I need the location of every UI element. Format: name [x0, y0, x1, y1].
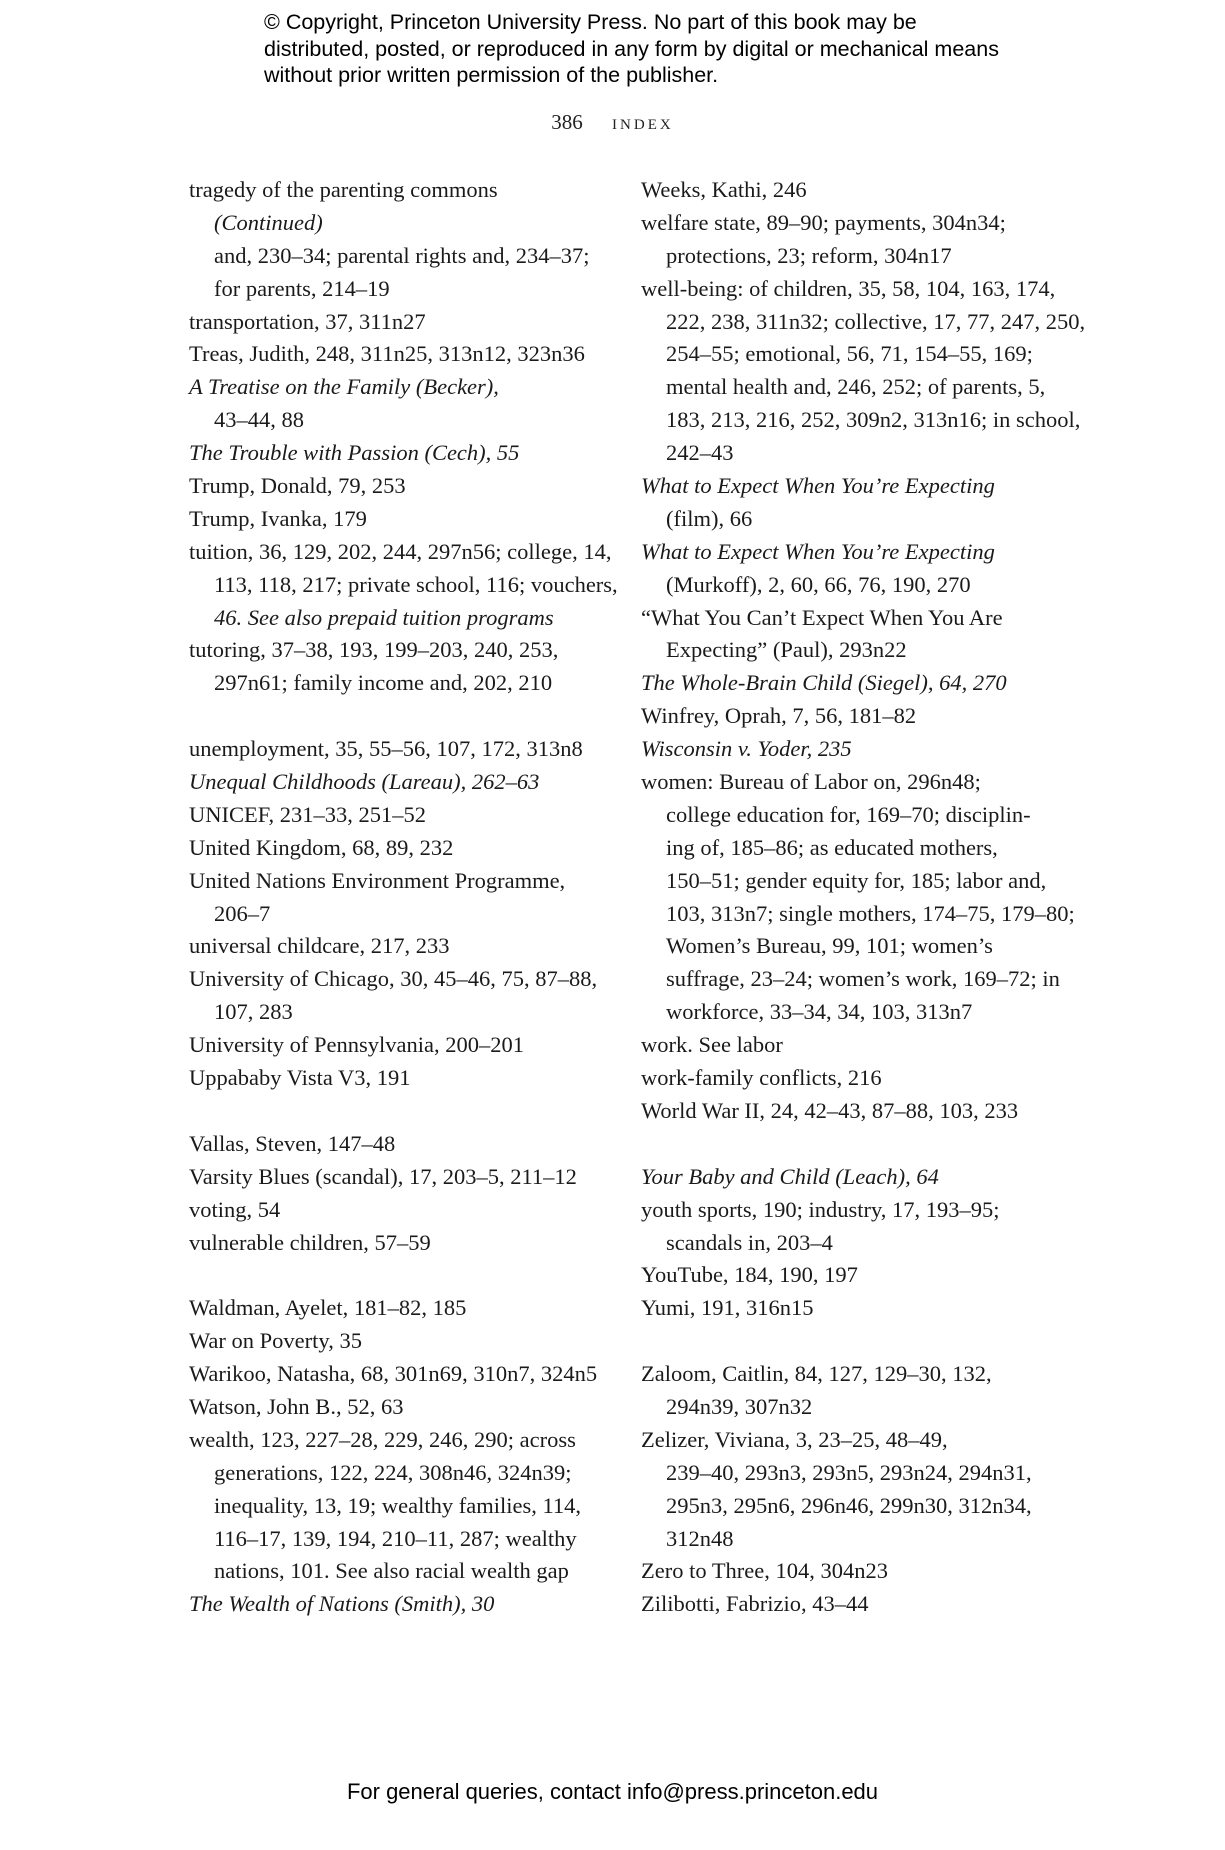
- index-entry: War on Poverty, 35: [189, 1328, 362, 1354]
- index-entry-continuation: 113, 118, 217; private school, 116; vouchers,: [214, 571, 618, 597]
- index-entry: welfare state, 89–90; payments, 304n34;: [641, 209, 1006, 235]
- index-entry-continuation: 242–43: [666, 440, 734, 466]
- index-entry: World War II, 24, 42–43, 87–88, 103, 233: [641, 1097, 1019, 1123]
- letter-group-gap: [641, 1128, 1061, 1161]
- index-entry: Zero to Three, 104, 304n23: [641, 1558, 889, 1584]
- index-entry-continuation: (Continued): [214, 209, 323, 235]
- index-entry: Zaloom, Caitlin, 84, 127, 129–30, 132,: [641, 1361, 992, 1387]
- page-number: 386: [551, 110, 583, 134]
- index-entry: voting, 54: [189, 1196, 281, 1222]
- letter-group-gap: [189, 1259, 619, 1292]
- index-entry: work. See labor: [641, 1032, 783, 1058]
- index-entry: universal childcare, 217, 233: [189, 933, 450, 959]
- index-entry-continuation: 239–40, 293n3, 293n5, 293n24, 294n31,: [666, 1459, 1032, 1485]
- index-entry: What to Expect When You’re Expecting: [641, 538, 995, 564]
- index-entry: YouTube, 184, 190, 197: [641, 1262, 858, 1288]
- index-entry-continuation: for parents, 214–19: [214, 275, 390, 301]
- index-entry: tuition, 36, 129, 202, 244, 297n56; college, 14,: [189, 538, 612, 564]
- index-entry: University of Chicago, 30, 45–46, 75, 87–88,: [189, 966, 598, 992]
- index-entry-continuation: 46. See also prepaid tuition programs: [214, 604, 554, 630]
- index-entry-continuation: 297n61; family income and, 202, 210: [214, 670, 553, 696]
- copyright-notice: © Copyright, Princeton University Press. No part of this book may be distributed, posted, or reproduced in any form by digital or mechanical means without prior written permission of the publisher.: [264, 10, 999, 87]
- index-entry-continuation: ing of, 185–86; as educated mothers,: [666, 834, 998, 860]
- index-entry: Waldman, Ayelet, 181–82, 185: [189, 1295, 467, 1321]
- section-title: index: [612, 110, 674, 134]
- index-entry: Treas, Judith, 248, 311n25, 313n12, 323n36: [189, 341, 585, 367]
- index-entry-continuation: 103, 313n7; single mothers, 174–75, 179–80;: [666, 900, 1075, 926]
- index-entry-continuation: college education for, 169–70; disciplin-: [666, 801, 1031, 827]
- index-entry: Varsity Blues (scandal), 17, 203–5, 211–12: [189, 1163, 577, 1189]
- index-entry: Zelizer, Viviana, 3, 23–25, 48–49,: [641, 1426, 948, 1452]
- index-entry-continuation: 183, 213, 216, 252, 309n2, 313n16; in school,: [666, 407, 1081, 433]
- index-entry: Watson, John B., 52, 63: [189, 1393, 404, 1419]
- index-entry: University of Pennsylvania, 200–201: [189, 1032, 524, 1058]
- index-entry: Zilibotti, Fabrizio, 43–44: [641, 1591, 869, 1617]
- index-entry: What to Expect When You’re Expecting: [641, 473, 995, 499]
- contact-footer: For general queries, contact info@press.princeton.edu: [346, 1779, 879, 1804]
- index-entry: wealth, 123, 227–28, 229, 246, 290; across: [189, 1426, 576, 1452]
- index-entry-continuation: Expecting” (Paul), 293n22: [666, 637, 907, 663]
- index-entry: tragedy of the parenting commons: [189, 177, 498, 202]
- index-entry-continuation: scandals in, 203–4: [666, 1229, 833, 1255]
- index-entry: United Kingdom, 68, 89, 232: [189, 834, 454, 860]
- index-entry: Winfrey, Oprah, 7, 56, 181–82: [641, 703, 917, 729]
- index-entry: Trump, Ivanka, 179: [189, 505, 367, 531]
- index-entry-continuation: 294n39, 307n32: [666, 1393, 813, 1419]
- index-entry-continuation: 206–7: [214, 900, 271, 926]
- index-entry: tutoring, 37–38, 193, 199–203, 240, 253,: [189, 637, 559, 663]
- index-entry: transportation, 37, 311n27: [189, 308, 426, 334]
- running-head: [0, 110, 1225, 135]
- index-entry: A Treatise on the Family (Becker),: [189, 374, 499, 400]
- index-entry: The Trouble with Passion (Cech), 55: [189, 440, 520, 466]
- index-entry: United Nations Environment Programme,: [189, 867, 566, 893]
- index-entry: UNICEF, 231–33, 251–52: [189, 801, 426, 827]
- index-entry-continuation: 222, 238, 311n32; collective, 17, 77, 247, 250,: [666, 308, 1086, 334]
- index-entry: Wisconsin v. Yoder, 235: [641, 736, 852, 762]
- index-entry: Vallas, Steven, 147–48: [189, 1130, 396, 1156]
- index-entry-continuation: generations, 122, 224, 308n46, 324n39;: [214, 1459, 572, 1485]
- index-entry: youth sports, 190; industry, 17, 193–95;: [641, 1196, 1000, 1222]
- index-entry-continuation: (Murkoff), 2, 60, 66, 76, 190, 270: [666, 571, 971, 597]
- index-entry-continuation: nations, 101. See also racial wealth gap: [214, 1558, 569, 1584]
- index-entry-continuation: 295n3, 295n6, 296n46, 299n30, 312n34,: [666, 1492, 1032, 1518]
- index-entry-continuation: 116–17, 139, 194, 210–11, 287; wealthy: [214, 1525, 577, 1551]
- index-entry-continuation: 150–51; gender equity for, 185; labor and,: [666, 867, 1047, 893]
- index-entry-continuation: 312n48: [666, 1525, 734, 1551]
- index-entry: Your Baby and Child (Leach), 64: [641, 1163, 939, 1189]
- index-entry: Unequal Childhoods (Lareau), 262–63: [189, 769, 540, 795]
- index-entry: “What You Can’t Expect When You Are: [641, 604, 1003, 630]
- letter-group-gap: [189, 700, 619, 733]
- index-entry-continuation: inequality, 13, 19; wealthy families, 114,: [214, 1492, 582, 1518]
- index-entry-continuation: and, 230–34; parental rights and, 234–37;: [214, 242, 590, 268]
- index-entry: Yumi, 191, 316n15: [641, 1295, 814, 1321]
- letter-group-gap: [189, 1095, 619, 1128]
- index-entry: Weeks, Kathi, 246: [641, 177, 807, 202]
- index-entry-continuation: mental health and, 246, 252; of parents, 5,: [666, 374, 1046, 400]
- index-entry: The Wealth of Nations (Smith), 30: [189, 1591, 495, 1617]
- index-entry: unemployment, 35, 55–56, 107, 172, 313n8: [189, 736, 583, 762]
- index-entry-continuation: 43–44, 88: [214, 407, 304, 433]
- index-entry-continuation: Women’s Bureau, 99, 101; women’s: [666, 933, 993, 959]
- index-column-left: [189, 174, 619, 1621]
- index-entry: vulnerable children, 57–59: [189, 1229, 431, 1255]
- index-entry-continuation: 107, 283: [214, 999, 293, 1025]
- index-entry: Trump, Donald, 79, 253: [189, 473, 406, 499]
- index-entry-continuation: suffrage, 23–24; women’s work, 169–72; in: [666, 966, 1060, 992]
- index-entry: well-being: of children, 35, 58, 104, 163, 174,: [641, 275, 1056, 301]
- index-entry-continuation: 254–55; emotional, 56, 71, 154–55, 169;: [666, 341, 1033, 367]
- index-entry: Warikoo, Natasha, 68, 301n69, 310n7, 324n5: [189, 1361, 598, 1387]
- index-entry: Uppababy Vista V3, 191: [189, 1065, 411, 1091]
- index-entry-continuation: workforce, 33–34, 34, 103, 313n7: [666, 999, 973, 1025]
- index-entry-continuation: (film), 66: [666, 505, 753, 531]
- index-entry: women: Bureau of Labor on, 296n48;: [641, 769, 981, 795]
- index-entry: work-family conflicts, 216: [641, 1065, 882, 1091]
- index-entry-continuation: protections, 23; reform, 304n17: [666, 242, 952, 268]
- letter-group-gap: [641, 1325, 1061, 1358]
- index-entry: The Whole-Brain Child (Siegel), 64, 270: [641, 670, 1007, 696]
- index-column-right: [641, 174, 1086, 1621]
